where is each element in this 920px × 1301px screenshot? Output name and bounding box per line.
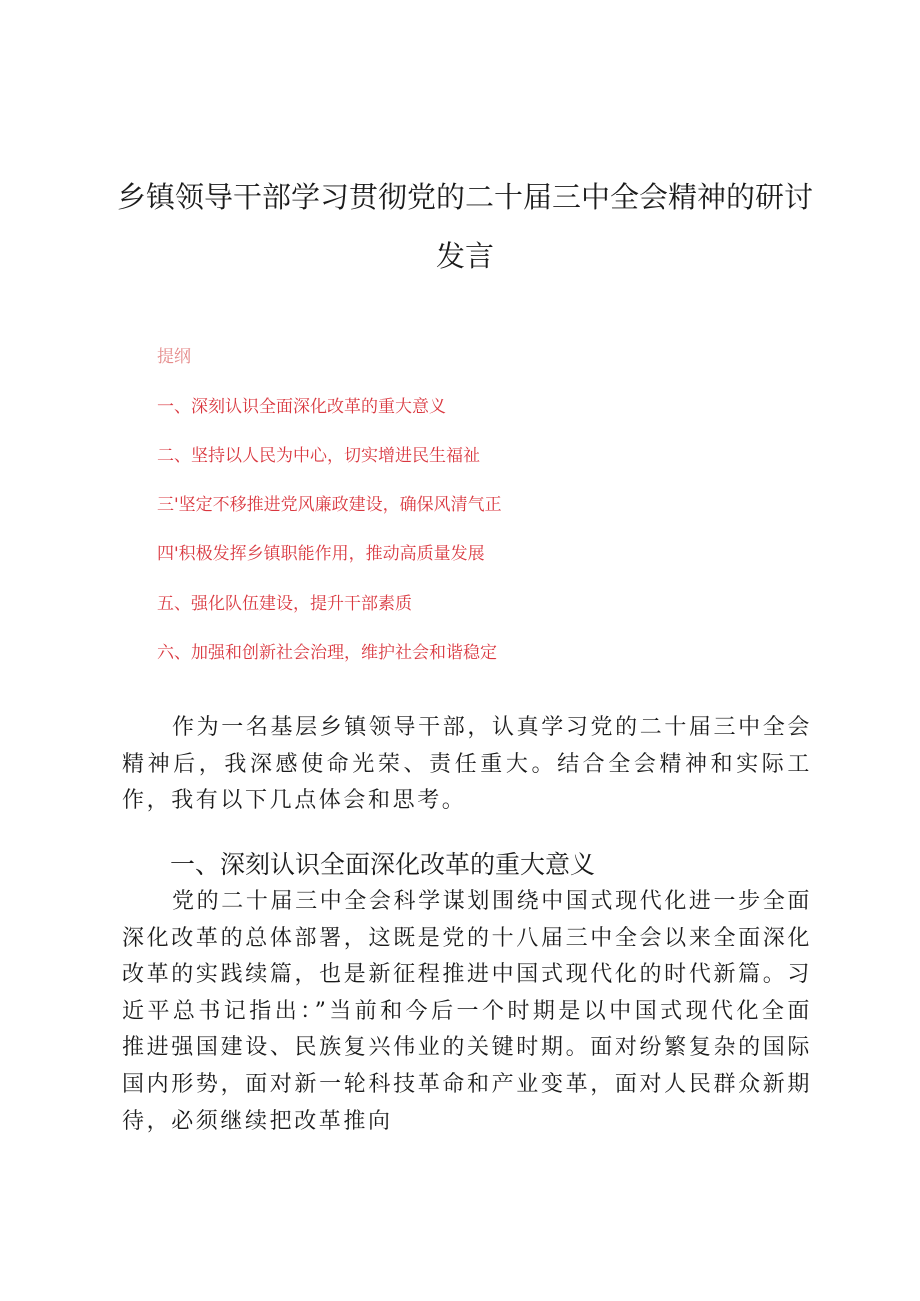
document-title-line-1: 乡镇领导干部学习贯彻党的二十届三中全会精神的研讨 [116, 180, 813, 214]
outline-item-1: 一、深刻认识全面深化改革的重大意义 [157, 397, 446, 417]
document-title-line-2: 发言 [435, 239, 494, 273]
section-1-heading: 一、深刻认识全面深化改革的重大意义 [170, 850, 596, 879]
outline-item-4: 四'积极发挥乡镇职能作用，推动高质量发展 [157, 544, 485, 564]
outline-heading: 提纲 [157, 347, 191, 367]
outline-item-6: 六、加强和创新社会治理，维护社会和谐稳定 [157, 643, 497, 663]
section-1-paragraph: 党的二十届三中全会科学谋划围绕中国式现代化进一步全面深化改革的总体部署，这既是党的十八届三中全会以来全面深化改革的实践续篇，也是新征程推进中国式现代化的时代新篇。习近平总书记指出：”当前和今后一个时期是以中国式现代化全面推进强国建设、民族复兴伟业的关键时期。面对纷繁复杂的国际国内形势，面对新一轮科技革命和产业变革，面对人民群众新期待，必须继续把改革推向 [122, 889, 812, 1134]
outline-item-2: 二、坚持以人民为中心，切实增进民生福祉 [157, 446, 480, 466]
intro-paragraph: 作为一名基层乡镇领导干部，认真学习党的二十届三中全会精神后，我深感使命光荣、责任重大。结合全会精神和实际工作，我有以下几点体会和思考。 [122, 715, 812, 814]
outline-item-3: 三'坚定不移推进党风廉政建设，确保风清气正 [157, 495, 502, 515]
outline-item-5: 五、强化队伍建设，提升干部素质 [157, 594, 412, 614]
